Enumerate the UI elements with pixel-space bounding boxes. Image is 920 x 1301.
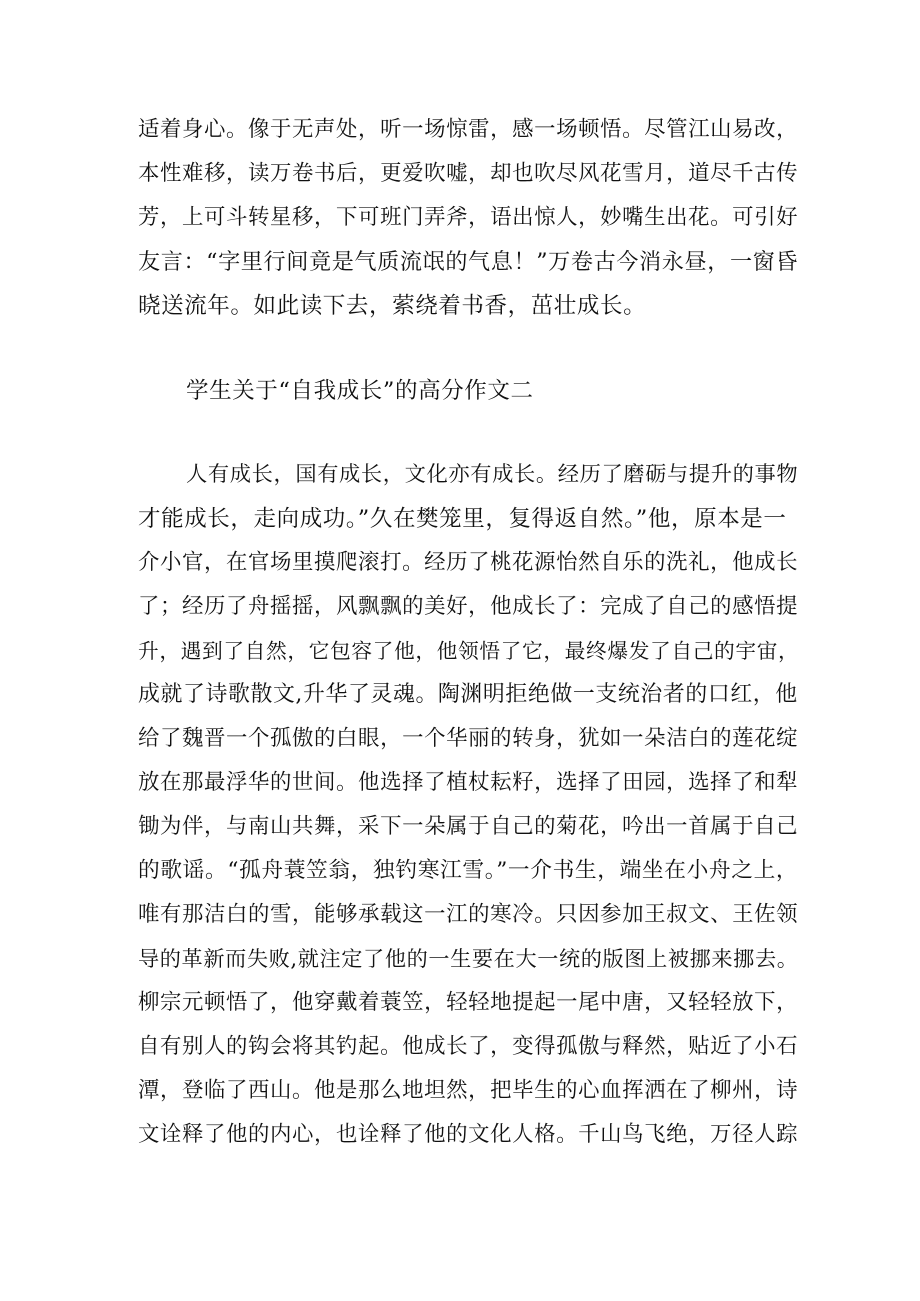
paragraph2-line: 导的革新而失败,就注定了他的一生要在大一统的版图上被挪来挪去。 [138,946,799,971]
paragraph1-line: 芳，上可斗转星移，下可班门弄斧，语出惊人，妙嘴生出花。可引好 [138,205,799,230]
paragraph1-line: 本性难移，读万卷书后，更爱吹嘘，却也吹尽风花雪月，道尽千古传 [138,161,799,186]
paragraph1-line: 晓送流年。如此读下去，萦绕着书香，茁壮成长。 [138,293,647,319]
section-heading: 学生关于“自我成长”的高分作文二 [186,378,534,404]
paragraph2-line: 文诠释了他的内心，也诠释了他的文化人格。千山鸟飞绝，万径人踪 [138,1122,799,1147]
paragraph1-line: 友言：“字里行间竟是气质流氓的气息！”万卷古今消永昼，一窗昏 [138,249,799,275]
paragraph2-line: 给了魏晋一个孤傲的白眼，一个华丽的转身，犹如一朵洁白的莲花绽 [138,726,799,751]
paragraph2-line: 了；经历了舟摇摇，风飘飘的美好，他成长了：完成了自己的感悟提 [138,594,799,619]
paragraph2-line: 人有成长，国有成长，文化亦有成长。经历了磨砺与提升的事物 [186,462,799,487]
paragraph2-line: 自有别人的钩会将其钓起。他成长了，变得孤傲与释然，贴近了小石 [138,1034,799,1059]
paragraph2-line: 才能成长，走向成功。”久在樊笼里，复得返自然。”他，原本是一 [138,506,787,532]
paragraph2-line: 介小官，在官场里摸爬滚打。经历了桃花源怡然自乐的洗礼，他成长 [138,550,799,575]
paragraph2-line: 升，遇到了自然，它包容了他，他领悟了它，最终爆发了自己的宇宙， [138,639,800,663]
paragraph2-line: 柳宗元顿悟了，他穿戴着蓑笠，轻轻地提起一尾中唐，又轻轻放下， [138,990,799,1015]
paragraph1-line: 适着身心。像于无声处，听一场惊雷，感一场顿悟。尽管江山易改， [138,117,799,142]
paragraph2-line: 成就了诗歌散文,升华了灵魂。陶渊明拒绝做一支统治者的口红，他 [138,682,798,707]
paragraph2-line: 潭，登临了西山。他是那么地坦然，把毕生的心血挥洒在了柳州，诗 [138,1078,799,1103]
paragraph2-line: 放在那最浮华的世间。他选择了植杖耘籽，选择了田园，选择了和犁 [138,770,799,795]
paragraph2-line: 的歌谣。“孤舟蓑笠翁，独钓寒江雪。”一介书生，端坐在小舟之上， [138,858,799,883]
paragraph2-line: 唯有那洁白的雪，能够承载这一江的寒冷。只因参加王叔文、王佐领 [138,902,799,927]
paragraph2-line: 锄为伴，与南山共舞，采下一朵属于自己的菊花，吟出一首属于自己 [138,814,799,839]
